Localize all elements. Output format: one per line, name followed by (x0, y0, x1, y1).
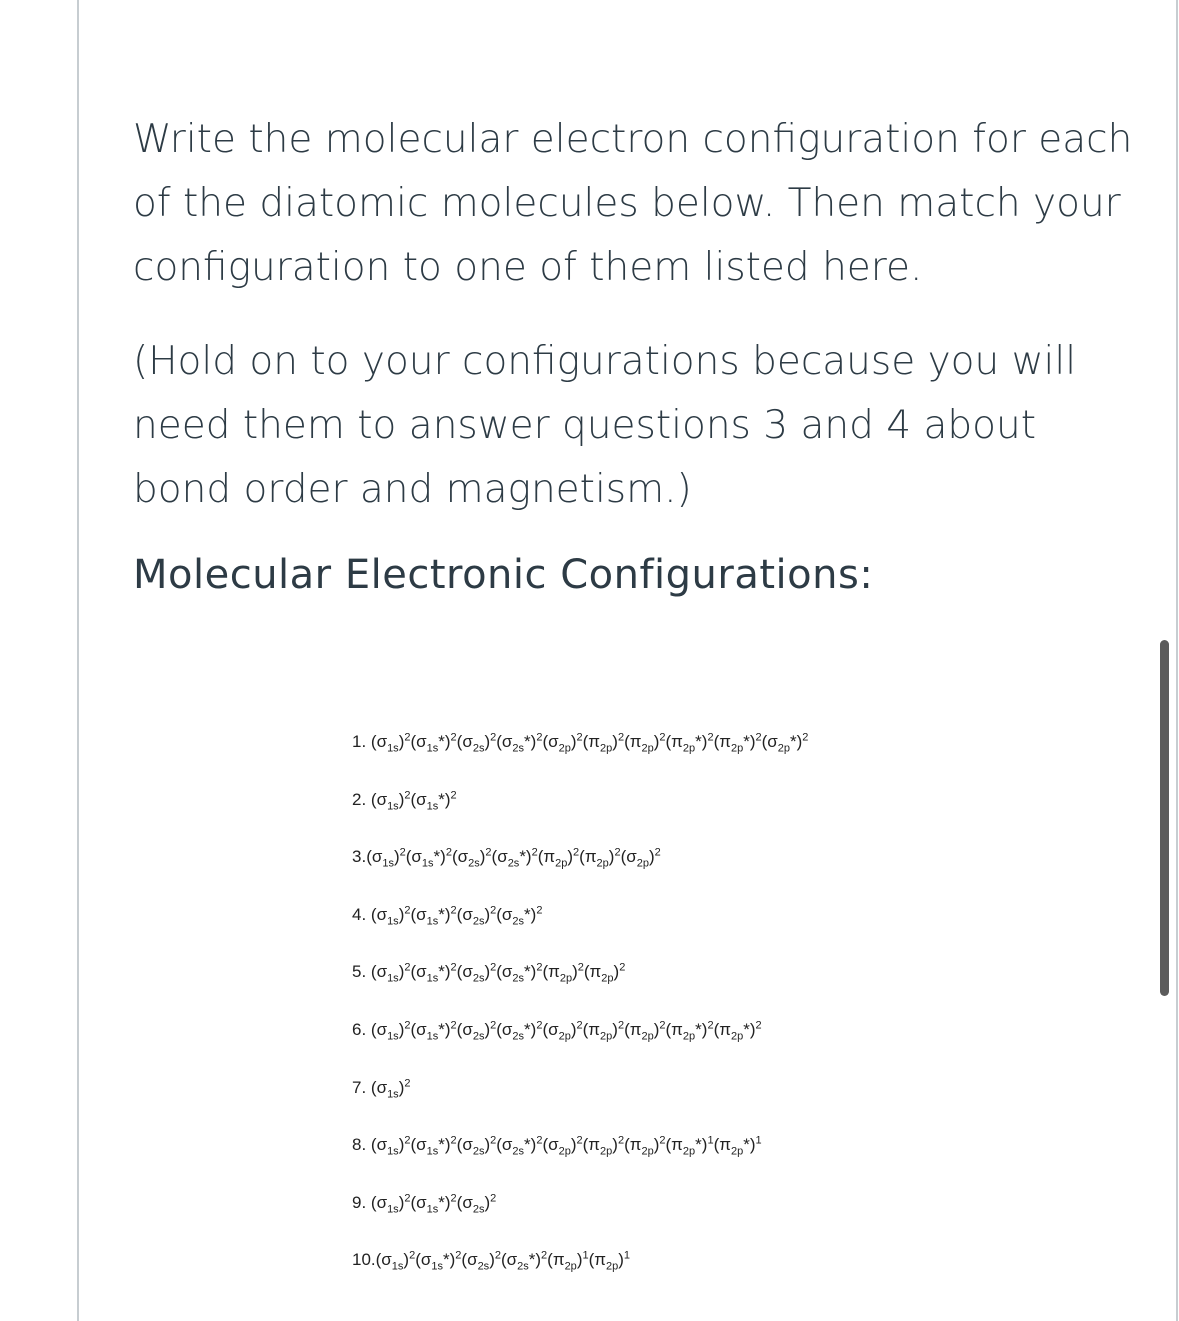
configuration-item (352, 722, 1152, 780)
configuration-number: 7. (352, 1077, 371, 1097)
configuration-number: 2. (352, 789, 371, 809)
orbital-term: $(\sigma_{2s}*)^2$ (496, 1134, 543, 1158)
configuration-item (352, 1183, 1152, 1241)
configuration-list (352, 722, 1152, 1298)
content-border-left (77, 0, 79, 1321)
orbital-term: $(\sigma_{1s})^2$ (370, 1076, 411, 1100)
orbital-term: $(\sigma_{2s})^2$ (451, 846, 492, 870)
configuration-number: 6. (352, 1019, 371, 1039)
orbital-term: $(\sigma_{1s})^2$ (370, 961, 411, 985)
orbital-term: $(\sigma_{1s})^2$ (370, 1134, 411, 1158)
orbital-term: $(\pi_{2p})^1$ (547, 1249, 589, 1273)
orbital-term: $(\sigma_{1s})^2$ (370, 731, 411, 755)
configuration-item (352, 952, 1152, 1010)
orbital-term: $(\pi_{2p})^2$ (583, 961, 626, 985)
orbital-term: $(\sigma_{2s}*)^2$ (500, 1249, 548, 1273)
orbital-term: $(\sigma_{2s})^2$ (456, 904, 497, 928)
configuration-item (352, 1068, 1152, 1126)
configuration-number: 8. (352, 1135, 371, 1155)
configurations-heading: Molecular Electronic Configurations: (133, 552, 874, 598)
orbital-term: $(\sigma_{1s}*)^2$ (410, 1019, 457, 1043)
orbital-term: $(\sigma_{1s}*)^2$ (410, 904, 457, 928)
orbital-term: $(\pi_{2p})^2$ (582, 1019, 625, 1043)
note-paragraph: (Hold on to your configurations because you will need them to answer questions 3 and 4 about bond order and magnetism.) (133, 339, 1077, 512)
configuration-number: 9. (352, 1192, 371, 1212)
configuration-item (352, 780, 1152, 838)
orbital-term: $(\pi_{2p}*)^2$ (665, 1019, 714, 1043)
configuration-item (352, 895, 1152, 953)
configuration-item (352, 1125, 1152, 1183)
orbital-term: $(\sigma_{1s}*)^2$ (410, 961, 457, 985)
configuration-item (352, 837, 1152, 895)
orbital-term: $(\sigma_{2p})^2$ (620, 846, 661, 870)
orbital-term: $(\sigma_{2s})^2$ (456, 1192, 497, 1216)
orbital-term: $(\pi_{2p})^2$ (537, 846, 580, 870)
orbital-term: $(\pi_{2p}*)^2$ (713, 731, 762, 755)
orbital-term: $(\sigma_{1s}*)^2$ (415, 1249, 462, 1273)
orbital-term: $(\pi_{2p})^2$ (624, 1019, 666, 1043)
orbital-term: $(\sigma_{1s}*)^2$ (405, 846, 452, 870)
orbital-term: $(\sigma_{2s})^2$ (456, 961, 497, 985)
orbital-term: $(\sigma_{2s})^2$ (461, 1249, 501, 1273)
orbital-term: $(\pi_{2p})^2$ (582, 1134, 625, 1158)
question-content (133, 108, 1133, 598)
orbital-term: $(\sigma_{2s}*)^2$ (496, 904, 543, 928)
orbital-term: $(\sigma_{2s})^2$ (456, 1019, 497, 1043)
configuration-number: 1. (352, 732, 371, 751)
orbital-term: $(\pi_{2p}*)^2$ (713, 1019, 762, 1043)
orbital-term: $(\sigma_{2s}*)^2$ (491, 846, 538, 870)
orbital-term: $(\sigma_{2s}*)^2$ (496, 1019, 543, 1043)
orbital-term: $(\pi_{2p})^2$ (582, 731, 625, 755)
configuration-number: 4. (352, 904, 371, 924)
orbital-term: $(\pi_{2p}*)^1$ (713, 1134, 762, 1158)
orbital-term: $(\pi_{2p})^2$ (542, 961, 584, 985)
orbital-term: $(\sigma_{1s})^2$ (375, 1249, 416, 1273)
orbital-term: $(\pi_{2p})^1$ (588, 1249, 631, 1273)
content-border-right (1176, 0, 1178, 1321)
orbital-term: $(\sigma_{2s})^2$ (456, 1134, 497, 1158)
orbital-term: $(\sigma_{1s})^2$ (370, 788, 411, 812)
orbital-term: $(\sigma_{2s}*)^2$ (496, 961, 543, 985)
configuration-item (352, 1010, 1152, 1068)
orbital-term: $(\sigma_{1s})^2$ (366, 846, 406, 870)
orbital-term: $(\sigma_{2p})^2$ (542, 1134, 583, 1158)
instructions-paragraph: Write the molecular electron configuration for each of the diatomic molecules below. Then match your configuration to one of them listed here. (133, 117, 1133, 290)
orbital-term: $(\sigma_{2p})^2$ (542, 1019, 583, 1043)
orbital-term: $(\sigma_{1s}*)^2$ (410, 1192, 457, 1216)
configuration-number: 3. (352, 847, 367, 867)
orbital-term: $(\sigma_{1s})^2$ (370, 1192, 411, 1216)
orbital-term: $(\pi_{2p})^2$ (579, 846, 621, 870)
orbital-term: $(\sigma_{2p})^2$ (542, 731, 583, 755)
scrollbar-thumb[interactable] (1160, 640, 1169, 996)
orbital-term: $(\sigma_{1s}*)^2$ (410, 788, 457, 812)
orbital-term: $(\sigma_{1s})^2$ (370, 1019, 411, 1043)
configuration-number: 10. (352, 1250, 376, 1270)
orbital-term: $(\sigma_{2s}*)^2$ (496, 731, 543, 755)
orbital-term: $(\sigma_{2p}*)^2$ (761, 731, 809, 755)
orbital-term: $(\sigma_{1s})^2$ (370, 904, 411, 928)
orbital-term: $(\sigma_{1s}*)^2$ (410, 1134, 457, 1158)
orbital-term: $(\sigma_{1s}*)^2$ (410, 731, 457, 755)
configuration-item (352, 1240, 1152, 1298)
orbital-term: $(\pi_{2p}*)^1$ (665, 1134, 714, 1158)
configuration-number: 5. (352, 962, 371, 982)
orbital-term: $(\pi_{2p}*)^2$ (665, 731, 714, 755)
orbital-term: $(\sigma_{2s})^2$ (456, 731, 497, 755)
orbital-term: $(\pi_{2p})^2$ (624, 731, 666, 755)
orbital-term: $(\pi_{2p})^2$ (624, 1134, 666, 1158)
